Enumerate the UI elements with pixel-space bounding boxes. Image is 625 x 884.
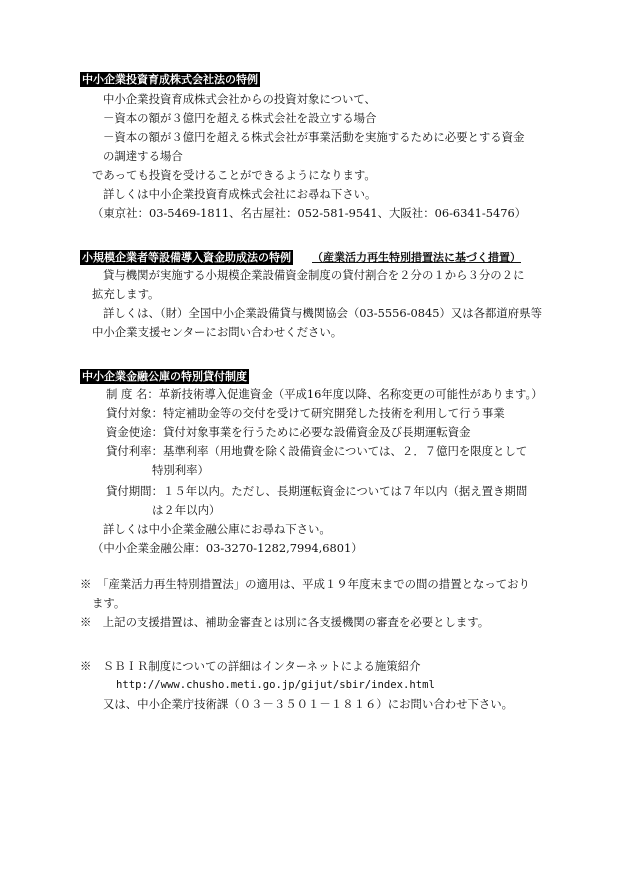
- section3-line-4: 貸付利率：基準利率（用地費を除く設備資金については、２．７億円を限度として: [106, 444, 528, 458]
- section3-line-8: 詳しくは中小企業金融公庫にお尋ね下さい。: [103, 522, 331, 536]
- section1-contacts: （東京社：03-5469-1811、名古屋社：052-581-9541、大阪社：06-6341-5476）: [92, 206, 527, 220]
- note-3: ※ ＳＢＩＲ制度についての詳細はインターネットによる施策紹介: [80, 659, 421, 673]
- section3-contacts: （中小企業金融公庫：03-3270-1282,7994,6801）: [92, 541, 363, 555]
- section1-line-1: 中小企業投資育成株式会社からの投資対象について、: [103, 92, 376, 106]
- section2-line-1: 貸与機関が実施する小規模企業設備資金制度の貸付割合を２分の１から３分の２に: [103, 268, 525, 282]
- section1-line-5: であっても投資を受けることができるようになります。: [92, 168, 376, 182]
- section3-line-7: は２年以内）: [152, 503, 221, 517]
- note-1-continued: ます。: [92, 596, 126, 610]
- section1-line-3: －資本の額が３億円を超える株式会社が事業活動を実施するために必要とする資金: [103, 130, 525, 144]
- section-heading-finance-corp-loans: 中小企業金融公庫の特別貸付制度: [82, 370, 247, 383]
- section1-line-2: －資本の額が３億円を超える株式会社を設立する場合: [103, 111, 377, 125]
- section3-line-6: 貸付期間：１５年以内。ただし、長期運転資金については７年以内（据え置き期間: [106, 484, 528, 498]
- section1-line-4: の調達する場合: [103, 149, 183, 163]
- contact-line: 又は、中小企業庁技術課（０３－３５０１－１８１６）にお問い合わせ下さい。: [103, 697, 514, 711]
- section3-line-3: 資金使途：貸付対象事業を行うために必要な設備資金及び長期運転資金: [106, 425, 471, 439]
- section2-line-4: 中小企業支援センターにお問い合わせください。: [92, 325, 343, 339]
- section-heading-small-business-equipment: 小規模企業者等設備導入資金助成法の特例: [82, 251, 291, 264]
- section3-line-1: 制 度 名：革新技術導入促進資金（平成16年度以降、名称変更の可能性があります。）: [106, 387, 543, 401]
- note-2: ※ 上記の支援措置は、補助金審査とは別に各支援機関の審査を必要とします。: [80, 615, 490, 629]
- sbir-url-link[interactable]: http://www.chusho.meti.go.jp/gijut/sbir/index.html: [116, 679, 435, 691]
- section3-line-5: 特別利率）: [152, 463, 209, 477]
- section2-line-3: 詳しくは、（財）全国中小企業設備貸与機関協会（03-5556-0845）又は各都道府県等: [103, 306, 542, 320]
- note-1: ※ 「産業活力再生特別措置法」の適用は、平成１９年度末までの間の措置となっており: [80, 577, 530, 591]
- section2-heading-note: （産業活力再生特別措置法に基づく措置）: [312, 251, 521, 264]
- section1-line-6: 詳しくは中小企業投資育成株式会社にお尋ね下さい。: [103, 187, 377, 201]
- section-heading-investment-corp: 中小企業投資育成株式会社法の特例: [82, 73, 258, 86]
- section3-line-2: 貸付対象：特定補助金等の交付を受けて研究開発した技術を利用して行う事業: [106, 406, 505, 420]
- section2-line-2: 拡充します。: [92, 287, 160, 301]
